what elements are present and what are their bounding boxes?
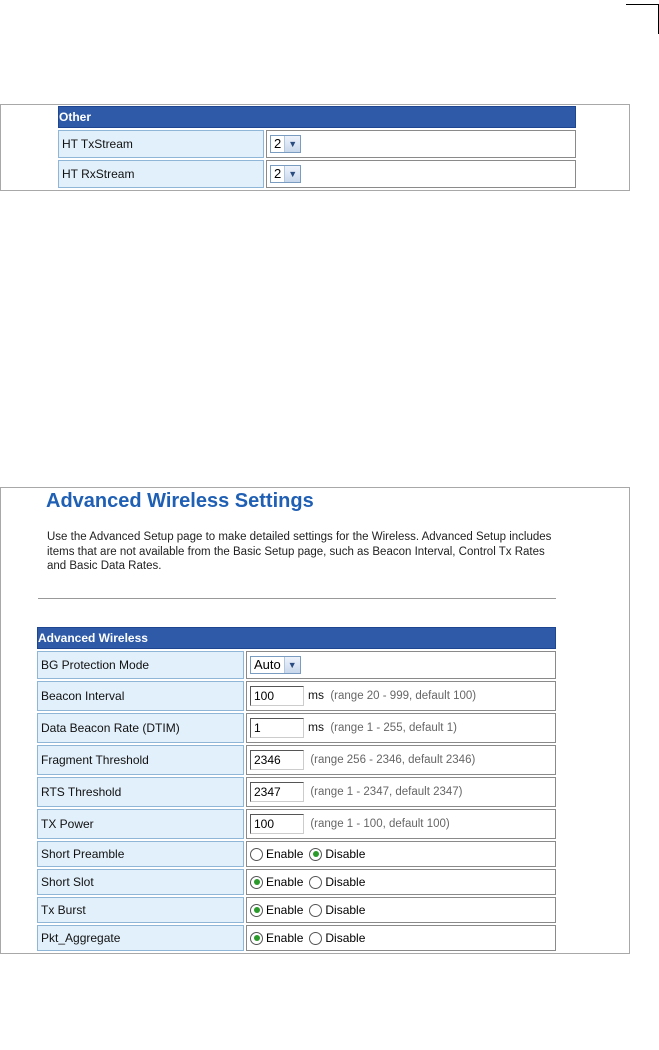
other-settings-panel [0, 104, 630, 191]
ht-rxstream-label: HT RxStream [58, 160, 264, 188]
advanced-wireless-table [37, 625, 556, 953]
pkt-aggregate-cell [246, 925, 556, 951]
beacon-interval-unit: ms [308, 688, 324, 703]
short-slot-label: Short Slot [37, 869, 244, 895]
divider [38, 598, 556, 599]
short-preamble-disable-label: Disable [325, 847, 366, 862]
beacon-interval-cell [246, 681, 556, 711]
tx-power-input[interactable]: 100 [250, 814, 304, 834]
rts-threshold-label: RTS Threshold [37, 777, 244, 807]
fragment-threshold-cell [246, 745, 556, 775]
dtim-cell [246, 713, 556, 743]
dtim-label: Data Beacon Rate (DTIM) [37, 713, 244, 743]
tx-burst-cell [246, 897, 556, 923]
dtim-hint: (range 1 - 255, default 1) [330, 722, 457, 735]
short-preamble-enable-radio[interactable] [250, 848, 263, 861]
chevron-down-icon[interactable]: ▼ [284, 657, 300, 673]
tx-burst-disable-radio[interactable] [309, 904, 322, 917]
section-header-advanced-wireless: Advanced Wireless [37, 627, 556, 649]
rts-threshold-input[interactable]: 2347 [250, 782, 304, 802]
bg-protection-select[interactable]: Auto ▼ [250, 656, 301, 674]
ht-txstream-label: HT TxStream [58, 130, 264, 158]
short-slot-disable-radio[interactable] [309, 876, 322, 889]
chevron-down-icon[interactable]: ▼ [284, 136, 300, 152]
bg-protection-cell [246, 651, 556, 679]
pkt-aggregate-label: Pkt_Aggregate [37, 925, 244, 951]
pkt-aggregate-enable-label: Enable [266, 931, 304, 946]
short-slot-disable-label: Disable [325, 875, 366, 890]
dtim-input[interactable]: 1 [250, 718, 304, 738]
short-preamble-enable-label: Enable [266, 847, 304, 862]
short-slot-enable-radio[interactable] [250, 876, 263, 889]
ht-rxstream-select[interactable]: 2 ▼ [270, 165, 301, 183]
pkt-aggregate-disable-label: Disable [325, 931, 366, 946]
page-corner-mark [626, 4, 659, 34]
other-settings-table [58, 104, 576, 190]
short-preamble-disable-radio[interactable] [309, 848, 322, 861]
tx-burst-enable-label: Enable [266, 903, 304, 918]
page-title: Advanced Wireless Settings [46, 490, 314, 512]
beacon-interval-hint: (range 20 - 999, default 100) [330, 690, 477, 703]
tx-power-hint: (range 1 - 100, default 100) [310, 818, 450, 831]
ht-txstream-cell [266, 130, 576, 158]
rts-threshold-cell [246, 777, 556, 807]
short-preamble-label: Short Preamble [37, 841, 244, 867]
short-preamble-cell [246, 841, 556, 867]
rts-threshold-hint: (range 1 - 2347, default 2347) [310, 786, 463, 799]
short-slot-cell [246, 869, 556, 895]
beacon-interval-input[interactable]: 100 [250, 686, 304, 706]
tx-burst-label: Tx Burst [37, 897, 244, 923]
ht-rxstream-cell [266, 160, 576, 188]
fragment-threshold-input[interactable]: 2346 [250, 750, 304, 770]
tx-burst-enable-radio[interactable] [250, 904, 263, 917]
fragment-threshold-label: Fragment Threshold [37, 745, 244, 775]
tx-burst-disable-label: Disable [325, 903, 366, 918]
section-header-other: Other [58, 106, 576, 128]
page-description: Use the Advanced Setup page to make detailed settings for the Wireless. Advanced Setup includes items that are not available from the Basic Setup page, such as Beacon Interval, Control Tx Rates and Basic Data Rates. [47, 531, 552, 572]
chevron-down-icon[interactable]: ▼ [284, 166, 300, 182]
short-slot-enable-label: Enable [266, 875, 304, 890]
beacon-interval-label: Beacon Interval [37, 681, 244, 711]
pkt-aggregate-enable-radio[interactable] [250, 932, 263, 945]
pkt-aggregate-disable-radio[interactable] [309, 932, 322, 945]
tx-power-cell [246, 809, 556, 839]
dtim-unit: ms [308, 720, 324, 735]
tx-power-label: TX Power [37, 809, 244, 839]
fragment-threshold-hint: (range 256 - 2346, default 2346) [310, 754, 476, 767]
ht-txstream-select[interactable]: 2 ▼ [270, 135, 301, 153]
bg-protection-label: BG Protection Mode [37, 651, 244, 679]
